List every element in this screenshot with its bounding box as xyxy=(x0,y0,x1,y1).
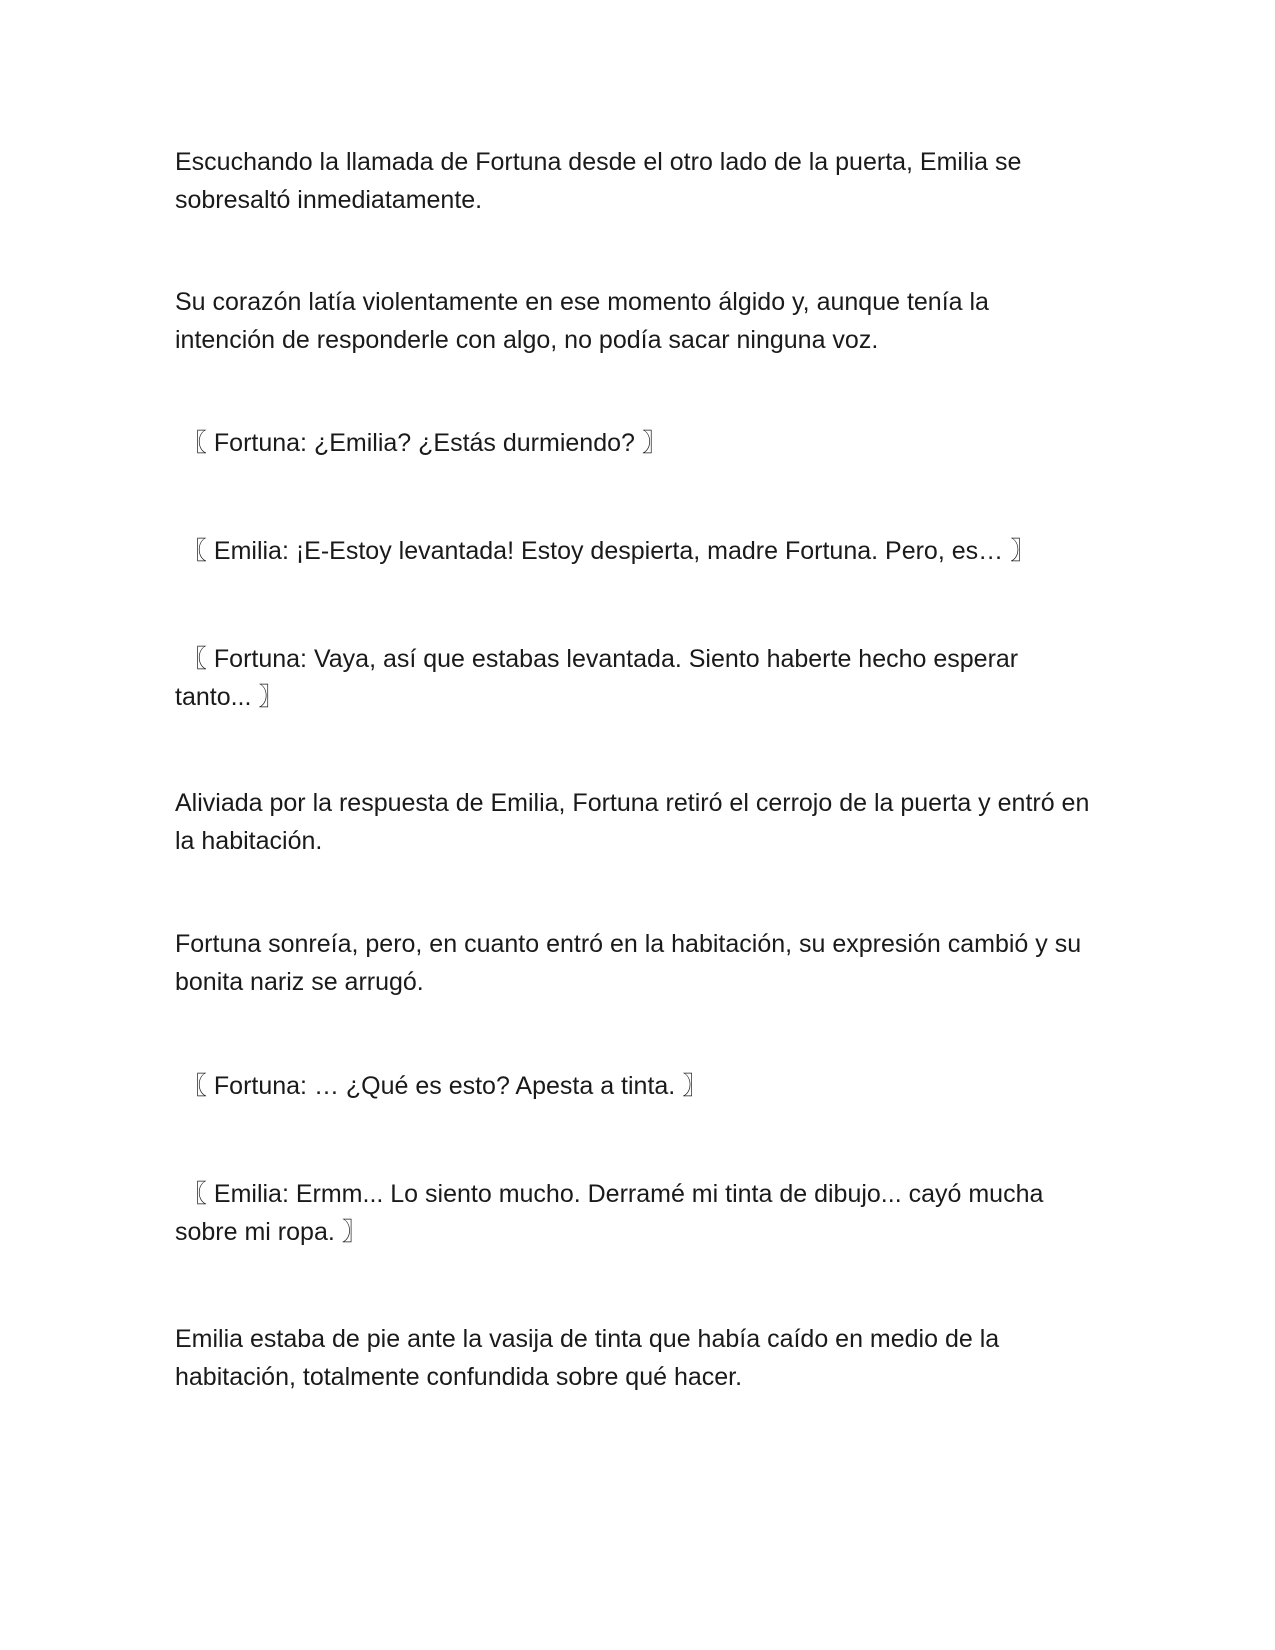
paragraph-dialogue: 〖 Fortuna: ¿Emilia? ¿Estás durmiendo? 〗 xyxy=(175,429,667,457)
paragraph-dialogue: 〖 Fortuna: … ¿Qué es esto? Apesta a tinta. 〗 xyxy=(175,1072,708,1100)
paragraph-narration: Escuchando la llamada de Fortuna desde el otro lado de la puerta, Emilia se sobresaltó inmediatamente. xyxy=(175,148,1022,214)
paragraph-narration: Su corazón latía violentamente en ese momento álgido y, aunque tenía la intención de responderle con algo, no podía sacar ninguna voz. xyxy=(175,288,989,354)
paragraph-narration: Aliviada por la respuesta de Emilia, Fortuna retiró el cerrojo de la puerta y entró en la habitación. xyxy=(175,789,1090,855)
paragraph-narration: Emilia estaba de pie ante la vasija de tinta que había caído en medio de la habitación, totalmente confundida sobre qué hacer. xyxy=(175,1325,1000,1391)
paragraph-dialogue: 〖 Emilia: Ermm... Lo siento mucho. Derramé mi tinta de dibujo... cayó mucha sobre mi ropa. 〗 xyxy=(175,1180,1044,1246)
paragraph-dialogue: 〖 Emilia: ¡E-Estoy levantada! Estoy despierta, madre Fortuna. Pero, es… 〗 xyxy=(175,537,1036,565)
paragraph-narration: Fortuna sonreía, pero, en cuanto entró en la habitación, su expresión cambió y su bonita nariz se arrugó. xyxy=(175,930,1082,996)
paragraph-dialogue: 〖 Fortuna: Vaya, así que estabas levantada. Siento haberte hecho esperar tanto... 〗 xyxy=(175,645,1019,711)
